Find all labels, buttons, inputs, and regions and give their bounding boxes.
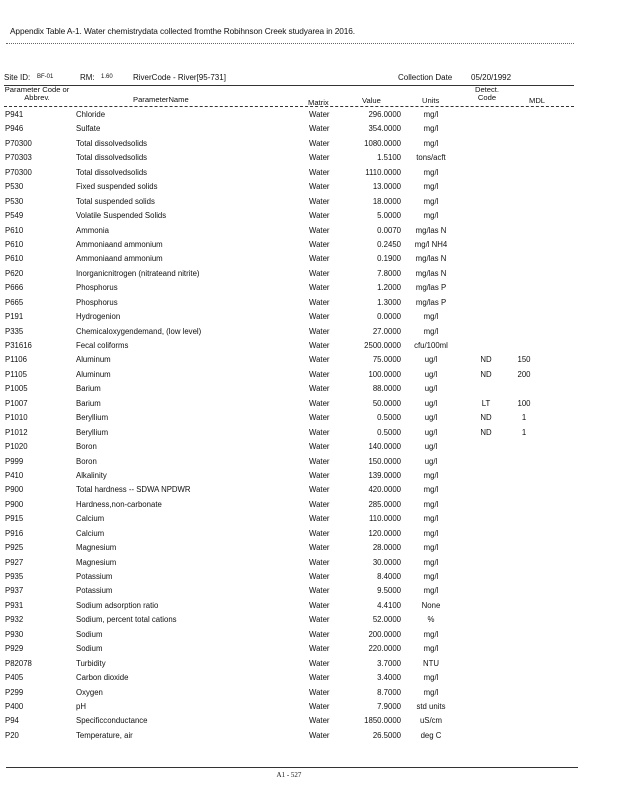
cell-units: mg/l [423, 138, 439, 148]
cell-mdl: 1 [521, 413, 527, 423]
cell-value: 1.5100 [377, 153, 401, 163]
cell-code: P929 [5, 644, 24, 654]
cell-units: mg/l [423, 673, 439, 683]
cell-name: Total dissolvedsolids [76, 138, 148, 148]
cell-name: Chemicaloxygendemand, (low level) [76, 326, 202, 336]
table-row [0, 311, 618, 325]
cell-units: mg/l [423, 557, 439, 567]
cell-name: pH [76, 701, 86, 711]
table-row [0, 282, 618, 296]
cell-units: ug/l [424, 442, 438, 452]
cell-value: 1850.0000 [364, 716, 401, 726]
cell-matrix: Water [309, 586, 330, 596]
cell-name: Temperature, air [76, 730, 133, 740]
table-row [0, 383, 618, 397]
cell-code: P70300 [5, 167, 32, 177]
cell-matrix: Water [309, 398, 330, 408]
cell-units: mg/l [423, 586, 439, 596]
cell-code: P930 [5, 629, 24, 639]
table-row [0, 456, 618, 470]
table-row [0, 152, 618, 166]
table-row [0, 672, 618, 686]
cell-matrix: Water [309, 442, 330, 452]
cell-code: P925 [5, 543, 24, 553]
cell-value: 8.7000 [377, 687, 401, 697]
cell-name: Calcium [76, 528, 105, 538]
cell-units: mg/l [423, 644, 439, 654]
cell-value: 420.0000 [368, 485, 401, 495]
cell-units: uS/cm [419, 716, 443, 726]
cell-value: 1.2000 [377, 283, 401, 293]
cell-value: 220.0000 [368, 644, 401, 654]
cell-code: P1010 [5, 413, 28, 423]
cell-code: P620 [5, 268, 24, 278]
table-title: Appendix Table A-1. Water chemistrydata collected fromthe Robihnson Creek studyarea in 2016. [10, 26, 355, 36]
cell-code: P610 [5, 225, 24, 235]
table-row [0, 600, 618, 614]
cell-matrix: Water [309, 615, 330, 625]
cell-code: P191 [5, 312, 24, 322]
table-row [0, 196, 618, 210]
cell-matrix: Water [309, 182, 330, 192]
col-mdl: MDL [529, 96, 546, 105]
cell-name: Specificconductance [76, 716, 148, 726]
table-row [0, 167, 618, 181]
cell-name: Barium [76, 398, 101, 408]
cell-name: Sodium, percent total cations [76, 615, 177, 625]
cell-name: Total hardness -- SDWA NPDWR [76, 485, 191, 495]
cell-units: mg/l [423, 326, 439, 336]
cell-matrix: Water [309, 687, 330, 697]
cell-code: P999 [5, 456, 24, 466]
cell-value: 3.4000 [377, 673, 401, 683]
cell-units: mg/l [423, 572, 439, 581]
site-value: BF-01 [37, 74, 54, 80]
cell-mdl: 100 [517, 398, 531, 408]
cell-matrix: Water [309, 673, 330, 683]
cell-code: P666 [5, 283, 24, 293]
cell-units: None [421, 600, 441, 610]
cell-name: Boron [76, 442, 97, 452]
cell-code: P935 [5, 572, 24, 581]
footer-rule [6, 767, 578, 768]
cell-code: P931 [5, 600, 24, 610]
cell-value: 50.0000 [372, 398, 401, 408]
cell-matrix: Water [309, 211, 330, 221]
cell-matrix: Water [309, 268, 330, 278]
cell-matrix: Water [309, 283, 330, 293]
cell-units: mg/l [423, 470, 439, 480]
cell-name: Sodium adsorption ratio [76, 600, 159, 610]
cell-matrix: Water [309, 485, 330, 495]
cell-value: 285.0000 [368, 499, 401, 509]
cell-name: Inorganicnitrogen (nitrateand nitrite) [76, 268, 200, 278]
cell-units: mg/l [423, 211, 439, 221]
page-number: A1 - 527 [276, 771, 302, 779]
cell-units: mg/l [423, 312, 439, 322]
cell-matrix: Water [309, 254, 330, 264]
cell-units: mg/las P [415, 297, 447, 307]
cell-code: P610 [5, 254, 24, 264]
cell-matrix: Water [309, 572, 330, 581]
site-label: Site ID: [4, 73, 31, 82]
col-code: Parameter Code or Abbrev. [4, 85, 70, 102]
cell-name: Phosphorus [76, 297, 118, 307]
cell-code: P916 [5, 528, 24, 538]
cell-code: P665 [5, 297, 24, 307]
cell-code: P400 [5, 701, 24, 711]
cell-matrix: Water [309, 427, 330, 437]
cell-name: Magnesium [76, 543, 117, 553]
cell-code: P405 [5, 673, 24, 683]
cell-matrix: Water [309, 196, 330, 206]
table-row [0, 571, 618, 585]
table-row [0, 687, 618, 701]
cell-units: mg/l [423, 485, 439, 495]
table-row [0, 715, 618, 729]
cell-value: 5.0000 [377, 211, 401, 221]
table-row [0, 557, 618, 571]
cell-value: 1080.0000 [364, 138, 401, 148]
cell-value: 52.0000 [372, 615, 401, 625]
col-matrix: Matrix [308, 98, 329, 107]
cell-matrix: Water [309, 110, 330, 119]
table-row [0, 181, 618, 195]
cell-units: mg/l [423, 629, 439, 639]
collection-label: Collection Date [398, 73, 453, 82]
cell-name: Total suspended solids [76, 196, 155, 206]
cell-value: 150.0000 [368, 456, 401, 466]
cell-code: P549 [5, 211, 24, 221]
cell-value: 120.0000 [368, 528, 401, 538]
cell-code: P900 [5, 499, 24, 509]
cell-matrix: Water [309, 167, 330, 177]
cell-name: Aluminum [76, 355, 111, 365]
cell-code: P927 [5, 557, 24, 567]
cell-detect: ND [480, 427, 492, 437]
col-detect: Detect. Code [474, 85, 500, 102]
cell-units: mg/las N [415, 254, 447, 264]
cell-detect: ND [480, 413, 492, 423]
cell-name: Aluminum [76, 369, 111, 379]
cell-name: Carbon dioxide [76, 673, 129, 683]
cell-code: P530 [5, 182, 24, 192]
cell-units: mg/l [423, 196, 439, 206]
table-row [0, 340, 618, 354]
cell-matrix: Water [309, 384, 330, 394]
cell-name: Turbidity [76, 658, 106, 668]
cell-name: Beryllium [76, 427, 109, 437]
rm-value: 1.60 [101, 74, 113, 80]
table-row [0, 484, 618, 498]
cell-name: Hydrogenion [76, 312, 121, 322]
cell-matrix: Water [309, 658, 330, 668]
cell-mdl: 1 [521, 427, 527, 437]
table-row [0, 513, 618, 527]
cell-code: P530 [5, 196, 24, 206]
cell-units: mg/l [423, 687, 439, 697]
cell-value: 28.0000 [372, 543, 401, 553]
cell-code: P915 [5, 514, 24, 524]
cell-matrix: Water [309, 629, 330, 639]
cell-units: ug/l [424, 413, 438, 423]
cell-value: 0.5000 [377, 427, 401, 437]
cell-name: Sodium [76, 629, 103, 639]
cell-code: P1105 [5, 369, 27, 379]
cell-code: P941 [5, 110, 24, 119]
column-header-rule [4, 106, 574, 107]
column-header [0, 86, 618, 108]
cell-code: P82078 [5, 658, 32, 668]
cell-units: mg/l [423, 124, 439, 134]
cell-name: Total dissolvedsolids [76, 153, 148, 163]
cell-units: mg/l [423, 499, 439, 509]
table-row [0, 123, 618, 137]
cell-value: 7.8000 [377, 268, 401, 278]
cell-units: mg/l NH4 [414, 239, 448, 249]
cell-units: mg/las P [415, 283, 447, 293]
cell-units: mg/l [423, 543, 439, 553]
cell-value: 8.4000 [377, 572, 401, 581]
cell-code: P937 [5, 586, 24, 596]
table-row [0, 138, 618, 152]
cell-name: Calcium [76, 514, 105, 524]
cell-value: 4.4100 [377, 600, 401, 610]
cell-matrix: Water [309, 413, 330, 423]
cell-code: P900 [5, 485, 24, 495]
col-value: Value [362, 96, 381, 105]
cell-matrix: Water [309, 153, 330, 163]
cell-value: 0.0070 [377, 225, 401, 235]
cell-matrix: Water [309, 355, 330, 365]
cell-mdl: 150 [517, 355, 531, 365]
cell-matrix: Water [309, 138, 330, 148]
table-row [0, 427, 618, 441]
cell-value: 13.0000 [372, 182, 401, 192]
cell-matrix: Water [309, 528, 330, 538]
cell-value: 27.0000 [372, 326, 401, 336]
cell-code: P31616 [5, 341, 32, 350]
cell-matrix: Water [309, 514, 330, 524]
cell-matrix: Water [309, 312, 330, 322]
table-row [0, 268, 618, 282]
river-code: RiverCode - River[95-731] [133, 73, 226, 82]
col-name: ParameterName [133, 95, 189, 104]
cell-value: 1110.0000 [365, 167, 401, 177]
cell-name: Ammonia [76, 225, 109, 235]
cell-units: ug/l [424, 456, 438, 466]
cell-matrix: Water [309, 225, 330, 235]
cell-name: Ammoniaand ammonium [76, 239, 163, 249]
cell-units: ug/l [424, 427, 438, 437]
table-row [0, 542, 618, 556]
cell-value: 0.1900 [377, 254, 401, 264]
cell-matrix: Water [309, 499, 330, 509]
cell-value: 9.5000 [377, 586, 401, 596]
cell-name: Ammoniaand ammonium [76, 254, 163, 264]
cell-matrix: Water [309, 701, 330, 711]
cell-detect: ND [480, 355, 492, 365]
cell-matrix: Water [309, 470, 330, 480]
cell-matrix: Water [309, 716, 330, 726]
cell-matrix: Water [309, 297, 330, 307]
cell-units: mg/l [423, 110, 439, 119]
table-row [0, 730, 618, 744]
cell-code: P1007 [5, 398, 28, 408]
cell-value: 3.7000 [377, 658, 401, 668]
table-row [0, 643, 618, 657]
table-row [0, 369, 618, 383]
cell-name: Oxygen [76, 687, 103, 697]
cell-name: Hardness,non-carbonate [76, 499, 162, 509]
cell-units: ug/l [424, 355, 438, 365]
table-row [0, 441, 618, 455]
cell-name: Volatile Suspended Solids [76, 211, 167, 221]
cell-name: Alkalinity [76, 470, 107, 480]
cell-units: mg/l [423, 167, 439, 177]
cell-units: std units [416, 701, 446, 711]
collection-date: 05/20/1992 [471, 73, 512, 82]
cell-value: 0.5000 [377, 413, 401, 423]
cell-value: 26.5000 [372, 730, 401, 740]
cell-matrix: Water [309, 730, 330, 740]
cell-units: NTU [422, 658, 440, 668]
cell-code: P1020 [5, 442, 28, 452]
cell-name: Total dissolvedsolids [76, 167, 148, 177]
table-row [0, 528, 618, 542]
cell-code: P335 [5, 326, 24, 336]
cell-value: 30.0000 [372, 557, 401, 567]
cell-units: cfu/100ml [414, 341, 448, 350]
table-row [0, 239, 618, 253]
cell-matrix: Water [309, 557, 330, 567]
cell-code: P94 [5, 716, 19, 726]
cell-value: 296.0000 [368, 110, 401, 119]
cell-matrix: Water [309, 124, 330, 134]
cell-name: Fecal coliforms [76, 341, 129, 350]
cell-mdl: 200 [517, 369, 531, 379]
cell-units: deg C [420, 730, 442, 740]
cell-matrix: Water [309, 600, 330, 610]
cell-matrix: Water [309, 644, 330, 654]
table-row [0, 297, 618, 311]
cell-matrix: Water [309, 326, 330, 336]
cell-value: 1.3000 [377, 297, 401, 307]
cell-units: mg/las N [415, 268, 447, 278]
cell-value: 88.0000 [372, 384, 401, 394]
cell-code: P410 [5, 470, 24, 480]
cell-value: 7.9000 [377, 701, 401, 711]
cell-units: ug/l [424, 369, 438, 379]
cell-name: Beryllium [76, 413, 109, 423]
cell-name: Sodium [76, 644, 103, 654]
table-row [0, 253, 618, 267]
cell-value: 110.0000 [369, 514, 401, 524]
cell-code: P70300 [5, 138, 32, 148]
table-row [0, 109, 618, 123]
cell-code: P932 [5, 615, 24, 625]
cell-name: Chloride [76, 110, 106, 119]
cell-detect: ND [480, 369, 492, 379]
cell-name: Fixed suspended solids [76, 182, 158, 192]
data-table [0, 109, 618, 744]
cell-code: P610 [5, 239, 24, 249]
col-units: Units [422, 96, 440, 105]
table-row [0, 326, 618, 340]
cell-value: 354.0000 [368, 124, 401, 134]
rm-label: RM: [80, 73, 95, 82]
cell-name: Potassium [76, 572, 113, 581]
table-row [0, 629, 618, 643]
table-row [0, 210, 618, 224]
site-header [0, 73, 618, 85]
title-divider [6, 43, 574, 44]
cell-units: mg/l [423, 528, 439, 538]
cell-code: P1106 [5, 355, 27, 365]
cell-value: 2500.0000 [364, 341, 401, 350]
table-row [0, 412, 618, 426]
cell-units: ug/l [424, 398, 438, 408]
table-row [0, 614, 618, 628]
cell-value: 140.0000 [368, 442, 401, 452]
cell-name: Boron [76, 456, 97, 466]
cell-matrix: Water [309, 239, 330, 249]
table-row [0, 701, 618, 715]
cell-name: Potassium [76, 586, 113, 596]
cell-matrix: Water [309, 369, 330, 379]
table-row [0, 354, 618, 368]
cell-name: Magnesium [76, 557, 117, 567]
cell-value: 100.0000 [368, 369, 401, 379]
cell-units: mg/l [423, 514, 439, 524]
cell-code: P70303 [5, 153, 32, 163]
cell-code: P20 [5, 730, 19, 740]
cell-value: 75.0000 [372, 355, 401, 365]
cell-name: Phosphorus [76, 283, 118, 293]
cell-code: P299 [5, 687, 24, 697]
cell-code: P946 [5, 124, 24, 134]
cell-units: mg/l [423, 182, 439, 192]
cell-value: 139.0000 [368, 470, 401, 480]
cell-units: % [427, 615, 435, 625]
cell-matrix: Water [309, 543, 330, 553]
cell-code: P1012 [5, 427, 28, 437]
table-row [0, 658, 618, 672]
cell-units: mg/las N [415, 225, 447, 235]
cell-matrix: Water [309, 341, 330, 350]
table-row [0, 225, 618, 239]
cell-value: 0.2450 [377, 239, 401, 249]
cell-name: Sulfate [76, 124, 101, 134]
cell-detect: LT [481, 398, 491, 408]
cell-code: P1005 [5, 384, 28, 394]
cell-value: 18.0000 [372, 196, 401, 206]
cell-value: 0.0000 [377, 312, 401, 322]
cell-name: Barium [76, 384, 101, 394]
cell-units: tons/acft [416, 153, 446, 163]
table-row [0, 398, 618, 412]
cell-units: ug/l [424, 384, 438, 394]
cell-matrix: Water [309, 456, 330, 466]
table-row [0, 585, 618, 599]
cell-value: 200.0000 [368, 629, 401, 639]
table-row [0, 470, 618, 484]
table-row [0, 499, 618, 513]
